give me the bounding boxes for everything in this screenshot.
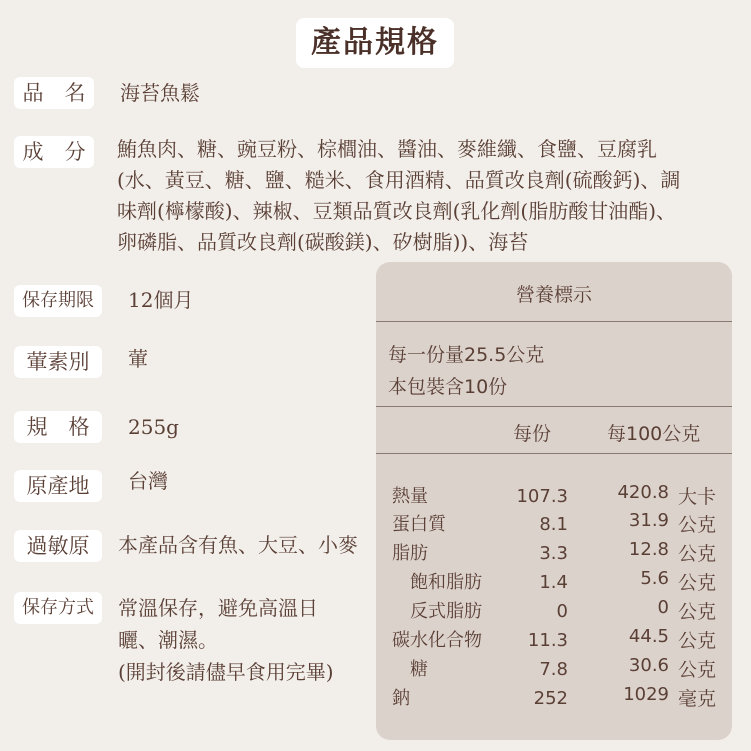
nutrient-name: 熱量 [392,486,428,507]
per-100g-value: 420.8 [617,482,669,503]
name-label: 品 名 [14,77,94,109]
nutrient-name: 蛋白質 [392,514,446,535]
nutrient-name: 反式脂肪 [392,601,482,622]
unit-label: 公克 [678,601,717,623]
storage-text [118,592,334,688]
nutrition-row [376,482,732,511]
ingredients-line: (水、黃豆、糖、鹽、糙米、食用酒精、品質改良劑(硫酸鈣)、調 [117,168,681,192]
per-serving-value: 1.4 [539,572,568,593]
per-100g-value: 5.6 [640,568,669,589]
column-per-serving: 每份 [513,423,552,445]
shelf-life-value: 12個月 [128,288,194,312]
page-title: 產品規格 [296,18,454,68]
column-per-100g: 每100公克 [607,423,701,445]
unit-label: 公克 [678,630,717,652]
ingredients-line: 卵磷脂、品質改良劑(碳酸鎂)、矽樹脂))、海苔 [117,230,529,254]
storage-line: (開封後請儘早食用完畢) [118,660,334,684]
nutrition-header: 營養標示 [515,284,592,306]
per-100g-value: 0 [657,597,669,618]
per-serving-value: 7.8 [539,659,568,680]
unit-label: 毫克 [678,688,717,710]
ingredients-line: 味劑(檸檬酸)、辣椒、豆類品質改良劑(乳化劑(脂肪酸甘油酯)、 [117,199,677,223]
per-100g-value: 31.9 [628,510,669,531]
storage-label: 保存方式 [14,592,102,624]
name-value: 海苔魚鬆 [120,81,200,105]
unit-label: 公克 [678,514,717,536]
ingredients-label: 成 分 [14,136,94,168]
nutrient-name: 糖 [392,659,428,680]
per-serving-value: 107.3 [516,486,568,507]
nutrition-row [376,626,732,655]
per-100g-value: 44.5 [628,626,669,647]
nutrition-row [376,568,732,597]
per-serving-value: 8.1 [539,514,568,535]
storage-line: 曬、潮濕。 [118,628,218,652]
ingredients-text [117,134,680,258]
nutrient-name: 飽和脂肪 [392,572,482,593]
per-serving-value: 3.3 [539,543,568,564]
per-serving-value: 11.3 [527,630,568,651]
nutrition-row [376,684,732,713]
per-100g-value: 12.8 [628,539,669,560]
size-value: 255g [128,415,179,439]
allergen-value: 本產品含有魚、大豆、小麥 [118,533,358,557]
unit-label: 大卡 [678,486,717,508]
storage-line: 常溫保存，避免高溫日 [118,596,318,620]
allergen-label: 過敏原 [14,530,102,562]
servings-per-package: 本包裝含10份 [388,376,508,398]
divider [376,406,732,407]
unit-label: 公克 [678,543,717,565]
nutrition-facts-panel [376,262,732,740]
vegetarian-value: 葷 [128,347,148,371]
nutrient-name: 碳水化合物 [392,630,482,651]
nutrition-row [376,597,732,626]
nutrient-name: 脂肪 [392,543,428,564]
nutrition-row [376,510,732,539]
size-label: 規 格 [14,411,102,443]
per-serving-value: 252 [533,688,568,709]
nutrient-name: 鈉 [392,688,410,709]
per-100g-value: 1029 [623,684,669,705]
unit-label: 公克 [678,572,717,594]
vegetarian-label: 葷素別 [14,346,102,378]
unit-label: 公克 [678,659,717,681]
origin-label: 原產地 [14,470,102,502]
serving-size: 每一份量25.5公克 [388,344,545,366]
divider [376,321,732,322]
origin-value: 台灣 [128,469,168,493]
nutrition-row [376,539,732,568]
shelf-life-label: 保存期限 [14,285,102,317]
ingredients-line: 鮪魚肉、糖、豌豆粉、棕櫚油、醬油、麥維纖、食鹽、豆腐乳 [117,137,657,161]
per-100g-value: 30.6 [628,655,669,676]
per-serving-value: 0 [556,601,568,622]
nutrition-row [376,655,732,684]
divider [376,453,732,454]
